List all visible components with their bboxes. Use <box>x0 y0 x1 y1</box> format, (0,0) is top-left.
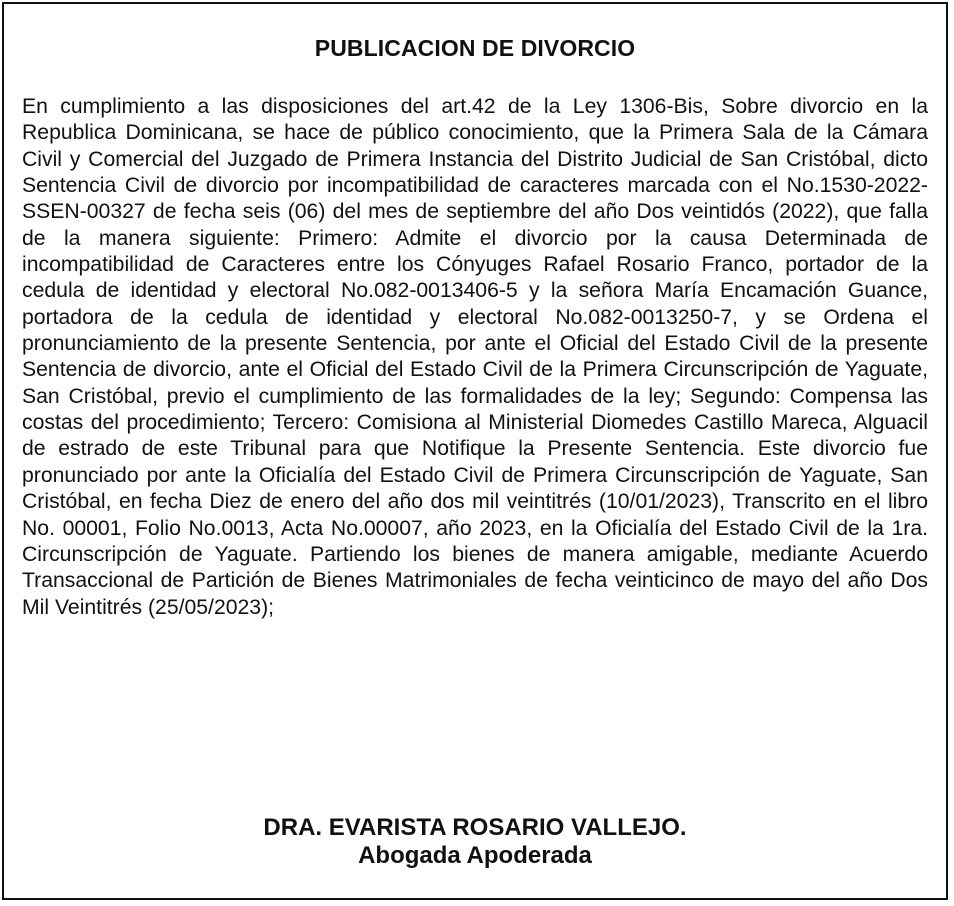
signature-block <box>4 814 946 870</box>
divorce-notice <box>2 2 948 900</box>
signatory-role: Abogada Apoderada <box>358 842 592 869</box>
signatory-name: DRA. EVARISTA ROSARIO VALLEJO. <box>263 814 687 841</box>
notice-title: PUBLICACION DE DIVORCIO <box>314 35 636 61</box>
notice-body: En cumplimiento a las disposiciones del art.42 de la Ley 1306-Bis, Sobre divorcio en la Republica Dominicana, se hace de público conocimiento, que la Primera Sala de la Cámara Civil y Comercial del Juzgado de Primera Instancia del Distrito Judicial de San Cristóbal, dicto Sentencia Civil de divorcio por incompatibilidad de caracteres marcada con el No.1530-2022-SSEN-00327 de fecha seis (06) del mes de septiembre del año Dos veintidós (2022), que falla de la manera siguiente: Primero: Admite el divorcio por la causa Determinada de incompatibilidad de Caracteres entre los Cónyuges Rafael Rosario Franco, portador de la cedula de identidad y electoral No.082-0013406-5 y la señora María Encamación Guance, portadora de la cedula de identidad y electoral No.082-0013250-7, y se Ordena el pronunciamiento de la presente Sentencia, por ante el Oficial del Estado Civil de la presente Sentencia de divorcio, ante el Oficial del Estado Civil de la Primera Circunscripción de Yaguate, San Cristóbal, previo el cumplimiento de las formalidades de la ley; Segundo: Compensa las costas del procedimiento; Tercero: Comisiona al Ministerial Diomedes Castillo Mareca, Alguacil de estrado de este Tribunal para que Notifique la Presente Sentencia. Este divorcio fue pronunciado por ante la Oficialía del Estado Civil de Primera Circunscripción de Yaguate, San Cristóbal, en fecha Diez de enero del año dos mil veintitrés (10/01/2023), Transcrito en el libro No. 00001, Folio No.0013, Acta No.00007, año 2023, en la Oficialía del Estado Civil de la 1ra. Circunscripción de Yaguate. Partiendo los bienes de manera amigable, mediante Acuerdo Transaccional de Partición de Bienes Matrimoniales de fecha veinticinco de mayo del año Dos Mil Veintitrés (25/05/2023); <box>22 95 928 619</box>
